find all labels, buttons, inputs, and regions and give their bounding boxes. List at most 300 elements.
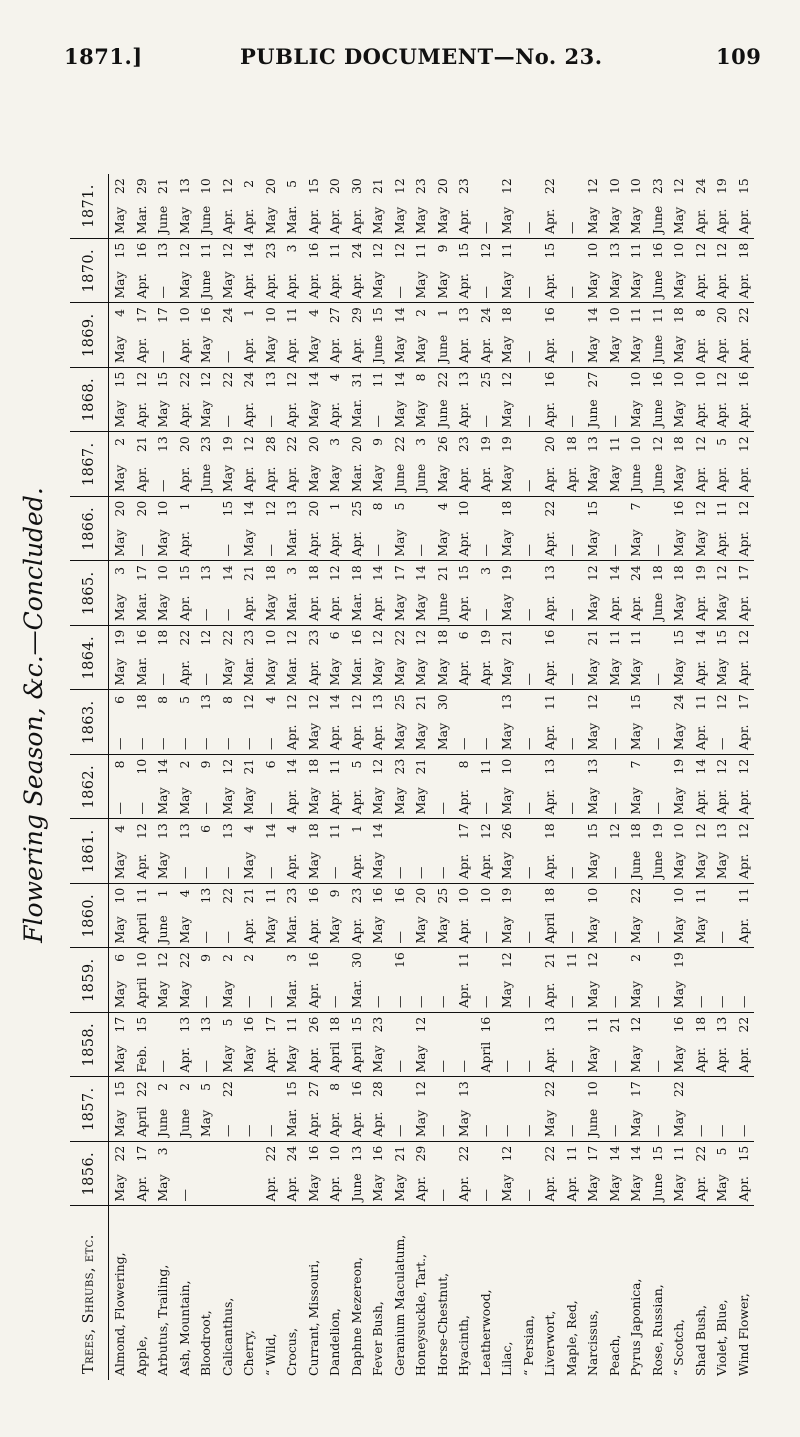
flowering-date-cell	[604, 690, 626, 755]
flowering-date-cell	[733, 561, 755, 626]
flowering-date-cell	[518, 368, 540, 433]
flowering-month: Apr.	[348, 1111, 364, 1137]
flowering-day: 20	[327, 178, 342, 194]
flowering-month: Apr.	[456, 853, 471, 879]
species-name: Bloodroot,	[198, 1310, 213, 1376]
flowering-day: 18	[155, 629, 170, 646]
table-header-row	[70, 174, 109, 1380]
flowering-month: —	[520, 673, 536, 686]
flowering-day: 10	[155, 500, 170, 517]
flowering-day: 17	[735, 565, 751, 581]
flowering-day: 16	[133, 629, 149, 646]
flowering-day: 11	[563, 952, 579, 968]
flowering-date-cell	[711, 690, 733, 755]
flowering-day: 13	[284, 500, 299, 517]
table-row	[496, 174, 518, 1380]
flowering-date-cell	[453, 884, 475, 949]
flowering-month: —	[198, 802, 213, 815]
flowering-date-cell	[475, 368, 497, 433]
flowering-day: 21	[241, 565, 256, 581]
flowering-date-cell	[539, 239, 561, 304]
flowering-month: May	[585, 593, 600, 621]
flowering-day: 12	[585, 565, 600, 581]
flowering-day: 16	[305, 242, 321, 259]
flowering-month: Mar.	[241, 656, 256, 686]
flowering-month: Apr.	[305, 982, 321, 1008]
flowering-month: May	[434, 722, 450, 750]
flowering-day: 11	[456, 952, 471, 968]
flowering-month: May	[219, 464, 235, 492]
flowering-date-cell	[389, 368, 411, 433]
flowering-month: —	[606, 544, 622, 557]
flowering-date-cell	[410, 884, 432, 949]
flowering-day: 12	[585, 694, 600, 710]
flowering-date-cell	[604, 239, 626, 304]
flowering-day: 5	[714, 1147, 729, 1156]
flowering-month: —	[649, 1060, 665, 1073]
column-header-year: 1858.	[70, 1013, 109, 1078]
flowering-month: May	[155, 400, 170, 428]
flowering-date-cell	[109, 303, 131, 368]
flowering-month: May	[155, 593, 170, 621]
flowering-month: —	[219, 350, 235, 363]
flowering-month: May	[262, 916, 278, 944]
flowering-date-cell	[733, 497, 755, 562]
flowering-month: May	[671, 787, 686, 815]
flowering-day: 12	[413, 1081, 428, 1097]
flowering-day: 21	[542, 952, 557, 968]
flowering-month: May	[219, 658, 235, 686]
flowering-day: 25	[477, 371, 493, 388]
flowering-month: Apr.	[284, 789, 299, 815]
flowering-date-cell	[303, 1077, 325, 1142]
flowering-day: 4	[434, 502, 450, 511]
flowering-month: —	[563, 995, 579, 1008]
flowering-month: May	[176, 916, 192, 944]
flowering-day: 25	[348, 500, 364, 517]
flowering-day: 26	[305, 1016, 321, 1033]
flowering-day: 15	[176, 565, 192, 581]
flowering-date-cell	[518, 819, 540, 884]
flowering-month: Apr.	[477, 337, 493, 363]
flowering-day: 13	[499, 694, 514, 710]
flowering-month: May	[606, 271, 622, 299]
flowering-date-cell	[690, 1013, 712, 1078]
flowering-month: —	[714, 1124, 729, 1137]
flowering-day: 16	[241, 1016, 256, 1033]
flowering-date-cell	[539, 1077, 561, 1142]
flowering-month: Apr.	[692, 595, 708, 621]
flowering-date-cell	[324, 239, 346, 304]
flowering-date-cell	[346, 432, 368, 497]
flowering-month: May	[499, 529, 514, 557]
flowering-month: May	[391, 529, 407, 557]
flowering-month: —	[262, 802, 278, 815]
flowering-day: 12	[628, 1016, 643, 1033]
flowering-day: 10	[477, 887, 493, 904]
flowering-date-cell	[733, 239, 755, 304]
flowering-date-cell	[389, 690, 411, 755]
flowering-day: 9	[198, 760, 213, 769]
flowering-day: 16	[133, 242, 149, 259]
flowering-date-cell	[647, 755, 669, 820]
flowering-date-cell	[582, 1077, 604, 1142]
flowering-month: Apr.	[327, 531, 342, 557]
flowering-date-cell	[152, 1013, 174, 1078]
flowering-date-cell	[711, 1077, 733, 1142]
flowering-month: Apr.	[176, 531, 192, 557]
flowering-month: Apr.	[241, 337, 256, 363]
flowering-date-cell	[281, 497, 303, 562]
column-header-year: 1865.	[70, 561, 109, 626]
flowering-day: 12	[391, 242, 407, 259]
flowering-date-cell	[711, 174, 733, 239]
flowering-month: Mar.	[348, 398, 364, 428]
flowering-date-cell	[389, 303, 411, 368]
flowering-day: 10	[671, 242, 686, 259]
flowering-month: May	[628, 980, 643, 1008]
flowering-date-cell	[647, 626, 669, 691]
flowering-day: 18	[305, 758, 321, 775]
flowering-day: 19	[499, 436, 514, 452]
flowering-month: May	[262, 335, 278, 363]
flowering-date-cell	[475, 755, 497, 820]
flowering-month: May	[606, 335, 622, 363]
flowering-month: —	[477, 1124, 493, 1137]
flowering-month: May	[714, 1174, 729, 1202]
flowering-day: 13	[219, 823, 235, 839]
flowering-day: 6	[262, 760, 278, 769]
flowering-month: —	[520, 1189, 536, 1202]
flowering-day: 19	[649, 823, 665, 839]
flowering-month: —	[434, 995, 450, 1008]
flowering-month: May	[305, 851, 321, 879]
flowering-day: 28	[370, 1081, 385, 1097]
flowering-day: 3	[155, 1147, 170, 1156]
table-row	[195, 174, 217, 1380]
flowering-date-cell	[152, 819, 174, 884]
flowering-date-cell	[561, 948, 583, 1013]
flowering-day: 10	[585, 1081, 600, 1097]
flowering-date-cell	[260, 1077, 282, 1142]
flowering-month: May	[628, 206, 643, 234]
species-name: Wind Flower,	[735, 1293, 751, 1376]
flowering-day: 16	[305, 1145, 321, 1162]
flowering-day: 2	[112, 438, 127, 446]
flowering-month: —	[219, 866, 235, 879]
flowering-date-cell	[690, 690, 712, 755]
flowering-day: 12	[284, 694, 299, 710]
flowering-day: 15	[112, 1081, 127, 1097]
flowering-month: —	[477, 544, 493, 557]
species-name: Crocus,	[284, 1327, 299, 1376]
flowering-date-cell	[625, 690, 647, 755]
flowering-month: —	[219, 931, 235, 944]
species-name: “ Wild,	[262, 1333, 278, 1376]
flowering-day: 21	[606, 1016, 622, 1033]
flowering-day: 22	[735, 307, 751, 323]
flowering-month: June	[348, 1173, 364, 1202]
flowering-date-cell	[281, 432, 303, 497]
flowering-day: 12	[499, 952, 514, 968]
flowering-month: May	[155, 851, 170, 879]
flowering-day: 20	[714, 307, 729, 323]
flowering-date-cell	[647, 819, 669, 884]
flowering-date-cell	[217, 626, 239, 691]
flowering-month: —	[391, 866, 407, 879]
column-header-year: 1862.	[70, 755, 109, 820]
flowering-month: —	[413, 866, 428, 879]
flowering-date-cell	[238, 690, 260, 755]
flowering-month: May	[628, 916, 643, 944]
column-header-year: 1861.	[70, 819, 109, 884]
flowering-day: 23	[649, 178, 665, 194]
flowering-date-cell	[195, 239, 217, 304]
column-header-species: Trees, Shrubs, etc.	[70, 1206, 109, 1380]
flowering-date-cell	[668, 368, 690, 433]
flowering-month: April	[327, 1041, 342, 1073]
flowering-month: —	[155, 673, 170, 686]
flowering-month: May	[671, 464, 686, 492]
flowering-month: Apr.	[735, 531, 751, 557]
flowering-date-cell	[174, 1013, 196, 1078]
flowering-month: May	[327, 464, 342, 492]
flowering-day: 18	[434, 629, 450, 646]
flowering-date-cell	[561, 303, 583, 368]
flowering-day: 16	[391, 887, 407, 904]
flowering-date-cell	[561, 1142, 583, 1207]
flowering-date-cell	[496, 239, 518, 304]
table-title: Flowering Season, &c.—Concluded.	[19, 487, 48, 943]
flowering-day: 14	[413, 565, 428, 581]
flowering-date-cell	[195, 1142, 217, 1207]
flowering-day: 1	[241, 309, 256, 317]
flowering-day: 16	[370, 887, 385, 904]
flowering-date-cell	[496, 948, 518, 1013]
flowering-month: May	[499, 271, 514, 299]
flowering-date-cell	[539, 1142, 561, 1207]
flowering-month: —	[520, 286, 536, 299]
table-row	[260, 174, 282, 1380]
flowering-month: Apr.	[477, 660, 493, 686]
flowering-date-cell	[109, 239, 131, 304]
flowering-day: 13	[370, 694, 385, 710]
table-row	[174, 174, 196, 1380]
flowering-month: Apr.	[735, 466, 751, 492]
flowering-month: Apr.	[284, 853, 299, 879]
flowering-month: May	[112, 206, 127, 234]
flowering-date-cell	[281, 1077, 303, 1142]
flowering-month: May	[370, 464, 385, 492]
flowering-date-cell	[561, 1013, 583, 1078]
flowering-month: Apr.	[542, 1176, 557, 1202]
column-header-year: 1864.	[70, 626, 109, 691]
flowering-day: 12	[284, 629, 299, 646]
flowering-month: Apr.	[284, 466, 299, 492]
flowering-month: Apr.	[735, 595, 751, 621]
flowering-month: June	[198, 205, 213, 234]
flowering-month: May	[370, 271, 385, 299]
flowering-month: May	[671, 593, 686, 621]
flowering-month: May	[671, 400, 686, 428]
flowering-month: Apr.	[284, 1176, 299, 1202]
flowering-day: 7	[628, 502, 643, 511]
flowering-day: 2	[241, 180, 256, 188]
flowering-date-cell	[539, 561, 561, 626]
flowering-day: 10	[628, 178, 643, 194]
flowering-month: Apr.	[735, 1176, 751, 1202]
flowering-day: 22	[262, 1145, 278, 1162]
flowering-date-cell	[475, 690, 497, 755]
flowering-day: 12	[413, 1016, 428, 1033]
flowering-date-cell	[582, 626, 604, 691]
flowering-date-cell	[518, 884, 540, 949]
flowering-month: May	[671, 1109, 686, 1137]
flowering-date-cell	[432, 239, 454, 304]
flowering-date-cell	[260, 497, 282, 562]
flowering-month: May	[606, 1174, 622, 1202]
flowering-date-cell	[346, 690, 368, 755]
flowering-month: —	[520, 608, 536, 621]
flowering-day: 13	[155, 436, 170, 452]
flowering-month: —	[391, 995, 407, 1008]
flowering-date-cell	[389, 819, 411, 884]
header-year: 1871.]	[64, 44, 143, 69]
flowering-day: 13	[198, 1016, 213, 1033]
flowering-month: May	[241, 529, 256, 557]
flowering-date-cell	[238, 948, 260, 1013]
flowering-day: 5	[198, 1083, 213, 1091]
flowering-date-cell	[367, 755, 389, 820]
flowering-day: 21	[391, 1145, 407, 1162]
flowering-day: 15	[585, 500, 600, 517]
flowering-month: —	[606, 1060, 622, 1073]
flowering-month: —	[606, 995, 622, 1008]
flowering-month: May	[262, 593, 278, 621]
flowering-month: Apr.	[456, 208, 471, 234]
flowering-date-cell	[238, 755, 260, 820]
flowering-day: 12	[585, 952, 600, 968]
flowering-day: 14	[606, 1145, 622, 1162]
flowering-day: 18	[305, 565, 321, 581]
flowering-day: 11	[692, 694, 708, 710]
species-name: “ Persian,	[520, 1315, 536, 1376]
flowering-month: May	[112, 335, 127, 363]
flowering-date-cell	[453, 174, 475, 239]
flowering-month: Apr.	[735, 789, 751, 815]
flowering-day: 12	[714, 242, 729, 259]
flowering-date-cell	[109, 884, 131, 949]
flowering-day: 11	[671, 1145, 686, 1162]
flowering-date-cell	[346, 303, 368, 368]
flowering-month: Mar.	[284, 979, 299, 1008]
flowering-month: Apr.	[628, 595, 643, 621]
flowering-month: Apr.	[241, 208, 256, 234]
flowering-date-cell	[389, 1142, 411, 1207]
flowering-date-cell	[668, 948, 690, 1013]
flowering-day: 17	[112, 1016, 127, 1033]
flowering-month: May	[671, 529, 686, 557]
flowering-date-cell	[625, 497, 647, 562]
flowering-date-cell	[217, 690, 239, 755]
flowering-date-cell	[711, 819, 733, 884]
flowering-date-cell	[303, 561, 325, 626]
flowering-date-cell	[733, 174, 755, 239]
flowering-day: 3	[284, 567, 299, 575]
flowering-date-cell	[539, 690, 561, 755]
flowering-month: —	[649, 802, 665, 815]
flowering-date-cell	[152, 626, 174, 691]
flowering-month: May	[391, 206, 407, 234]
column-header-year: 1866.	[70, 497, 109, 562]
flowering-month: Apr.	[241, 402, 256, 428]
flowering-month: May	[219, 1045, 235, 1073]
flowering-date-cell	[109, 1077, 131, 1142]
flowering-month: Apr.	[692, 402, 708, 428]
flowering-day: 13	[456, 307, 471, 323]
flowering-month: —	[391, 1124, 407, 1137]
flowering-month: Mar.	[348, 592, 364, 621]
flowering-date-cell	[152, 497, 174, 562]
flowering-day: 8	[456, 760, 471, 769]
flowering-day: 5	[348, 760, 364, 769]
flowering-date-cell	[668, 239, 690, 304]
flowering-month: —	[563, 544, 579, 557]
flowering-date-cell	[668, 1142, 690, 1207]
flowering-day: 10	[133, 758, 149, 775]
flowering-month: Apr.	[735, 853, 751, 879]
flowering-day: 12	[499, 178, 514, 194]
flowering-date-cell	[217, 755, 239, 820]
flowering-date-cell	[647, 1077, 669, 1142]
flowering-day: 10	[112, 887, 127, 904]
flowering-month: May	[241, 1045, 256, 1073]
flowering-date-cell	[238, 561, 260, 626]
flowering-date-cell	[131, 561, 153, 626]
flowering-day: 12	[499, 371, 514, 388]
flowering-month: May	[499, 206, 514, 234]
flowering-month: May	[112, 593, 127, 621]
flowering-month: —	[477, 608, 493, 621]
flowering-month: Apr.	[241, 918, 256, 944]
flowering-month: Apr.	[542, 531, 557, 557]
flowering-date-cell	[410, 174, 432, 239]
flowering-month: —	[434, 802, 450, 815]
flowering-month: Apr.	[348, 724, 364, 750]
header-title: PUBLIC DOCUMENT—No. 23.	[240, 44, 603, 69]
table-row	[131, 174, 153, 1380]
flowering-day: 4	[327, 373, 342, 382]
flowering-date-cell	[303, 819, 325, 884]
flowering-month: Mar.	[348, 979, 364, 1008]
flowering-month: Apr.	[714, 208, 729, 234]
species-name: Rose, Russian,	[649, 1284, 665, 1376]
flowering-month: May	[714, 851, 729, 879]
flowering-date-cell	[195, 819, 217, 884]
flowering-day: 1	[348, 825, 364, 833]
flowering-month: May	[155, 787, 170, 815]
flowering-day: 4	[112, 825, 127, 833]
flowering-day: 1	[327, 502, 342, 511]
flowering-day: 18	[348, 565, 364, 581]
column-header-year: 1868.	[70, 368, 109, 433]
flowering-day: 11	[628, 629, 643, 646]
flowering-date-cell	[475, 432, 497, 497]
flowering-date-cell	[281, 948, 303, 1013]
flowering-month: —	[714, 737, 729, 750]
flowering-date-cell	[561, 368, 583, 433]
flowering-date-cell	[131, 1013, 153, 1078]
